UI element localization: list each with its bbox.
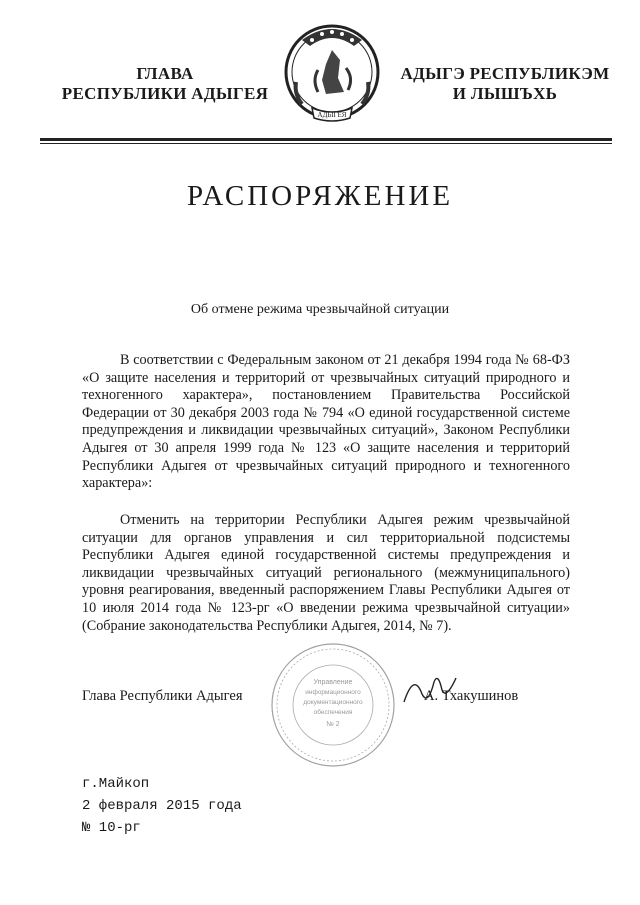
header-right-line1: АДЫГЭ РЕСПУБЛИКЭМ	[400, 64, 610, 83]
document-number: № 10-рг	[82, 820, 141, 836]
coat-of-arms-emblem	[282, 20, 382, 128]
stamp-line2: информационного	[305, 689, 361, 696]
stamp-line5: № 2	[326, 721, 340, 728]
document-subject: Об отмене режима чрезвычайной ситуации	[190, 302, 450, 317]
signatory-name: А. Тхакушинов	[424, 688, 519, 704]
body-paragraph-preamble: В соответствии с Федеральным законом от 21 декабря 1994 года № 68-ФЗ «О защите населения и территорий от чрезвычайных ситуаций природного и техногенного характера», постановлением Правительства Российской Федерации от 30 декабря 2003 года № 794 «О единой государственной системе предупреждения и ликвидации чрезвычайных ситуаций», Законом Республики Адыгея от 30 апреля 1999 года № 123 «О защите населения и территорий Республики Адыгея от чрезвычайных ситуаций природного и техногенного характера»:	[82, 352, 570, 492]
stamp-line1: Управление	[313, 679, 353, 686]
header-left-title	[50, 64, 280, 104]
header-divider-thin	[40, 143, 612, 144]
signatory-title: Глава Республики Адыгея	[82, 688, 243, 704]
official-stamp	[266, 640, 401, 770]
header-right-line2: И ЛЫШЪХЬ	[452, 84, 558, 103]
header-divider-thick	[40, 138, 612, 141]
body-paragraph-decision: Отменить на территории Республики Адыгея режим чрезвычайной ситуации для органов управления и сил территориальной подсистемы Республики Адыгея единой государственной системы предупреждения и ликвидации чрезвычайных ситуаций регионального (межмуниципального) уровня реагирования, введенный распоряжением Главы Республики Адыгея от 10 июля 2014 года № 123-рг «О введении режима чрезвычайной ситуации» (Собрание законодательства Республики Адыгея, 2014, № 7).	[82, 512, 570, 634]
header-left-line1: ГЛАВА	[136, 64, 194, 83]
emblem-ribbon-text: АДЫГЕЯ	[317, 111, 347, 119]
header-right-title	[395, 64, 615, 104]
document-title: РАСПОРЯЖЕНИЕ	[186, 180, 454, 212]
issue-city: г.Майкоп	[82, 776, 150, 792]
issue-date: 2 февраля 2015 года	[82, 798, 242, 814]
header-left-line2: РЕСПУБЛИКИ АДЫГЕЯ	[61, 84, 269, 103]
stamp-line3: документационного	[303, 699, 363, 706]
stamp-line4: обеспечения	[313, 709, 353, 716]
